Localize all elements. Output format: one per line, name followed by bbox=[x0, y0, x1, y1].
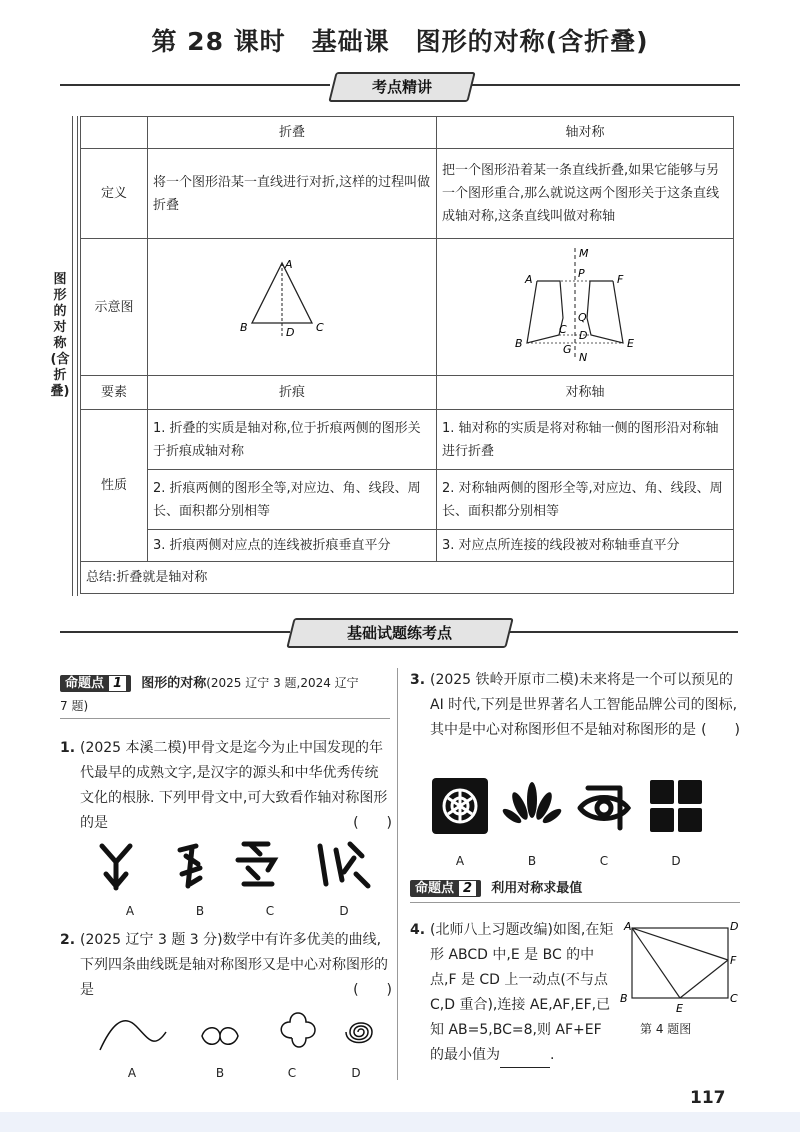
col-header-axis: 轴对称 bbox=[437, 117, 734, 149]
point1-header bbox=[60, 672, 390, 718]
segment-AE bbox=[632, 928, 680, 998]
label-D: D bbox=[730, 920, 739, 933]
point1-ref: (2025 辽宁 3 题,2024 辽宁 bbox=[206, 676, 359, 690]
oracle-char-a bbox=[102, 846, 130, 888]
oracle-char-d bbox=[320, 844, 368, 886]
point1-title: 图形的对称 bbox=[141, 676, 207, 691]
q1-option-b: B bbox=[195, 904, 205, 918]
prop-axis-2: 2. 对称轴两侧的图形全等,对应边、角、线段、周长、面积都分别相等 bbox=[437, 470, 734, 530]
bottom-band bbox=[0, 1112, 800, 1132]
label-M: M bbox=[579, 247, 589, 260]
label-C: C bbox=[559, 323, 567, 336]
side-bracket-line-2 bbox=[77, 116, 78, 596]
banner2-rule-right bbox=[508, 631, 738, 633]
fold-diagram bbox=[148, 239, 437, 376]
q1-answer-bracket: ( ) bbox=[353, 815, 392, 831]
point2-tag: 命题点 2 bbox=[410, 880, 481, 897]
q2-option-c: C bbox=[287, 1066, 297, 1080]
label-B: B bbox=[240, 321, 248, 334]
q4-figure-caption: 第 4 题图 bbox=[640, 1022, 692, 1036]
summary: 总结:折叠就是轴对称 bbox=[81, 562, 734, 594]
prop-fold-2: 2. 折痕两侧的图形全等,对应边、角、线段、周长、面积都分别相等 bbox=[148, 470, 437, 530]
q3-option-a: A bbox=[455, 854, 465, 868]
ai-logo-d-icon bbox=[648, 778, 704, 834]
col-header-fold: 折叠 bbox=[148, 117, 437, 149]
q1-option-a: A bbox=[125, 904, 135, 918]
q3-text: (2025 铁岭开原市二模)未来将是一个可以预见的 AI 时代,下列是世界著名人工智能品牌公司的图标,其中是中心对称图形但不是轴对称图形的是 ( ) bbox=[430, 668, 740, 743]
axis-symmetry-figure bbox=[515, 243, 655, 363]
elem-fold: 折痕 bbox=[148, 376, 437, 410]
q3-option-c: C bbox=[599, 854, 609, 868]
point1-ref2: 7 题) bbox=[60, 699, 89, 713]
q2-answer-bracket: ( ) bbox=[353, 982, 392, 998]
label-C: C bbox=[316, 321, 324, 334]
q3-option-d: D bbox=[671, 854, 681, 868]
q1-option-d: D bbox=[339, 904, 349, 918]
q4-number: 4. bbox=[410, 922, 426, 938]
label-F: F bbox=[730, 954, 737, 967]
knowledge-table bbox=[80, 116, 734, 594]
oracle-char-c bbox=[238, 844, 274, 884]
label-F: F bbox=[617, 273, 624, 286]
row-header-diagram: 示意图 bbox=[81, 239, 148, 376]
column-divider bbox=[397, 668, 398, 1080]
fold-triangle-figure bbox=[232, 248, 352, 358]
prop-axis-1: 1. 轴对称的实质是将对称轴一侧的图形沿对称轴进行折叠 bbox=[437, 410, 734, 470]
point2-rule bbox=[410, 902, 740, 903]
banner-rule-right bbox=[470, 84, 740, 86]
q1-option-c: C bbox=[265, 904, 275, 918]
q1-text: (2025 本溪二模)甲骨文是迄今为止中国发现的年代最早的成熟文字,是汉字的源头和中华优秀传统文化的根脉. 下列甲骨文中,可大致看作轴对称图形的是 ( ) bbox=[80, 736, 392, 836]
page-number: 117 bbox=[690, 1088, 726, 1108]
side-bracket-line bbox=[72, 116, 73, 596]
curve-a bbox=[100, 1021, 166, 1050]
curve-c-clover bbox=[281, 1013, 315, 1047]
label-C: C bbox=[730, 992, 738, 1005]
left-shape bbox=[527, 281, 563, 343]
label-D: D bbox=[579, 329, 588, 342]
def-fold: 将一个图形沿某一直线进行对折,这样的过程叫做折叠 bbox=[148, 149, 437, 239]
label-E: E bbox=[676, 1002, 683, 1015]
point1-rule bbox=[60, 718, 390, 719]
q4-answer-blank bbox=[500, 1051, 550, 1068]
label-Q: Q bbox=[578, 311, 587, 324]
side-label: 图 形 的 对 称 (含 折 叠) bbox=[50, 272, 70, 399]
label-G: G bbox=[563, 343, 572, 356]
rectangle-abcd bbox=[632, 928, 728, 998]
q1-number: 1. bbox=[60, 740, 76, 756]
label-E: E bbox=[627, 337, 634, 350]
ai-logo-a-icon bbox=[432, 778, 488, 834]
label-B: B bbox=[620, 992, 628, 1005]
ai-logo-b-icon bbox=[500, 778, 564, 834]
segment-AF bbox=[632, 928, 728, 960]
banner2-rule-left bbox=[60, 631, 290, 633]
label-A: A bbox=[525, 273, 533, 286]
point2-header bbox=[410, 878, 740, 900]
oracle-char-b bbox=[180, 846, 200, 886]
segment-EF bbox=[680, 960, 728, 998]
label-B: B bbox=[515, 337, 523, 350]
label-A: A bbox=[624, 920, 632, 933]
point2-title: 利用对称求最值 bbox=[491, 881, 583, 896]
q2-option-d: D bbox=[351, 1066, 361, 1080]
label-A: A bbox=[285, 258, 293, 271]
right-shape bbox=[587, 281, 623, 343]
elem-axis: 对称轴 bbox=[437, 376, 734, 410]
row-header-elements: 要素 bbox=[81, 376, 148, 410]
q2-text: (2025 辽宁 3 题 3 分)数学中有许多优美的曲线,下列四条曲线既是轴对称图形又是中心对称图形的是 ( ) bbox=[80, 928, 392, 1003]
q4-rectangle-figure bbox=[616, 918, 746, 1018]
q2-curves-figure bbox=[96, 1004, 392, 1060]
q1-oracle-bones-figure bbox=[92, 836, 388, 896]
prop-fold-1: 1. 折叠的实质是轴对称,位于折痕两侧的图形关于折痕成轴对称 bbox=[148, 410, 437, 470]
page-title: 第 28 课时 基础课 图形的对称(含折叠) bbox=[151, 27, 649, 56]
section-banner-exam-points: 考点精讲 bbox=[328, 72, 475, 102]
point1-tag: 命题点 1 bbox=[60, 675, 131, 692]
row-header-definition: 定义 bbox=[81, 149, 148, 239]
ai-logo-c-icon bbox=[574, 780, 634, 834]
q2-option-a: A bbox=[127, 1066, 137, 1080]
prop-axis-3: 3. 对应点所连接的线段被对称轴垂直平分 bbox=[437, 530, 734, 562]
q3-option-b: B bbox=[527, 854, 537, 868]
prop-fold-3: 3. 折痕两侧对应点的连线被折痕垂直平分 bbox=[148, 530, 437, 562]
def-axis: 把一个图形沿着某一条直线折叠,如果它能够与另一个图形重合,那么就说这两个图形关于这条直线成轴对称,这条直线叫做对称轴 bbox=[437, 149, 734, 239]
q4-text: (北师八上习题改编)如图,在矩形 ABCD 中,E 是 BC 的中点,F 是 CD 上一动点(不与点 C,D 重合),连接 AE,AF,EF,已知 AB=5,BC=8,则 AF+EF 的最小值为 . bbox=[430, 918, 614, 1068]
q2-number: 2. bbox=[60, 932, 76, 948]
row-header-properties: 性质 bbox=[81, 410, 148, 562]
label-D: D bbox=[286, 326, 295, 339]
axis-diagram bbox=[437, 239, 734, 376]
banner-rule-left bbox=[60, 84, 330, 86]
section-banner-basic-practice: 基础试题练考点 bbox=[286, 618, 513, 648]
label-N: N bbox=[579, 351, 588, 363]
curve-d-spiral bbox=[346, 1023, 372, 1043]
label-P: P bbox=[578, 267, 585, 280]
q2-option-b: B bbox=[215, 1066, 225, 1080]
q3-number: 3. bbox=[410, 672, 426, 688]
curve-b-infinity bbox=[202, 1028, 238, 1045]
q3-answer-bracket: ( ) bbox=[701, 722, 740, 738]
